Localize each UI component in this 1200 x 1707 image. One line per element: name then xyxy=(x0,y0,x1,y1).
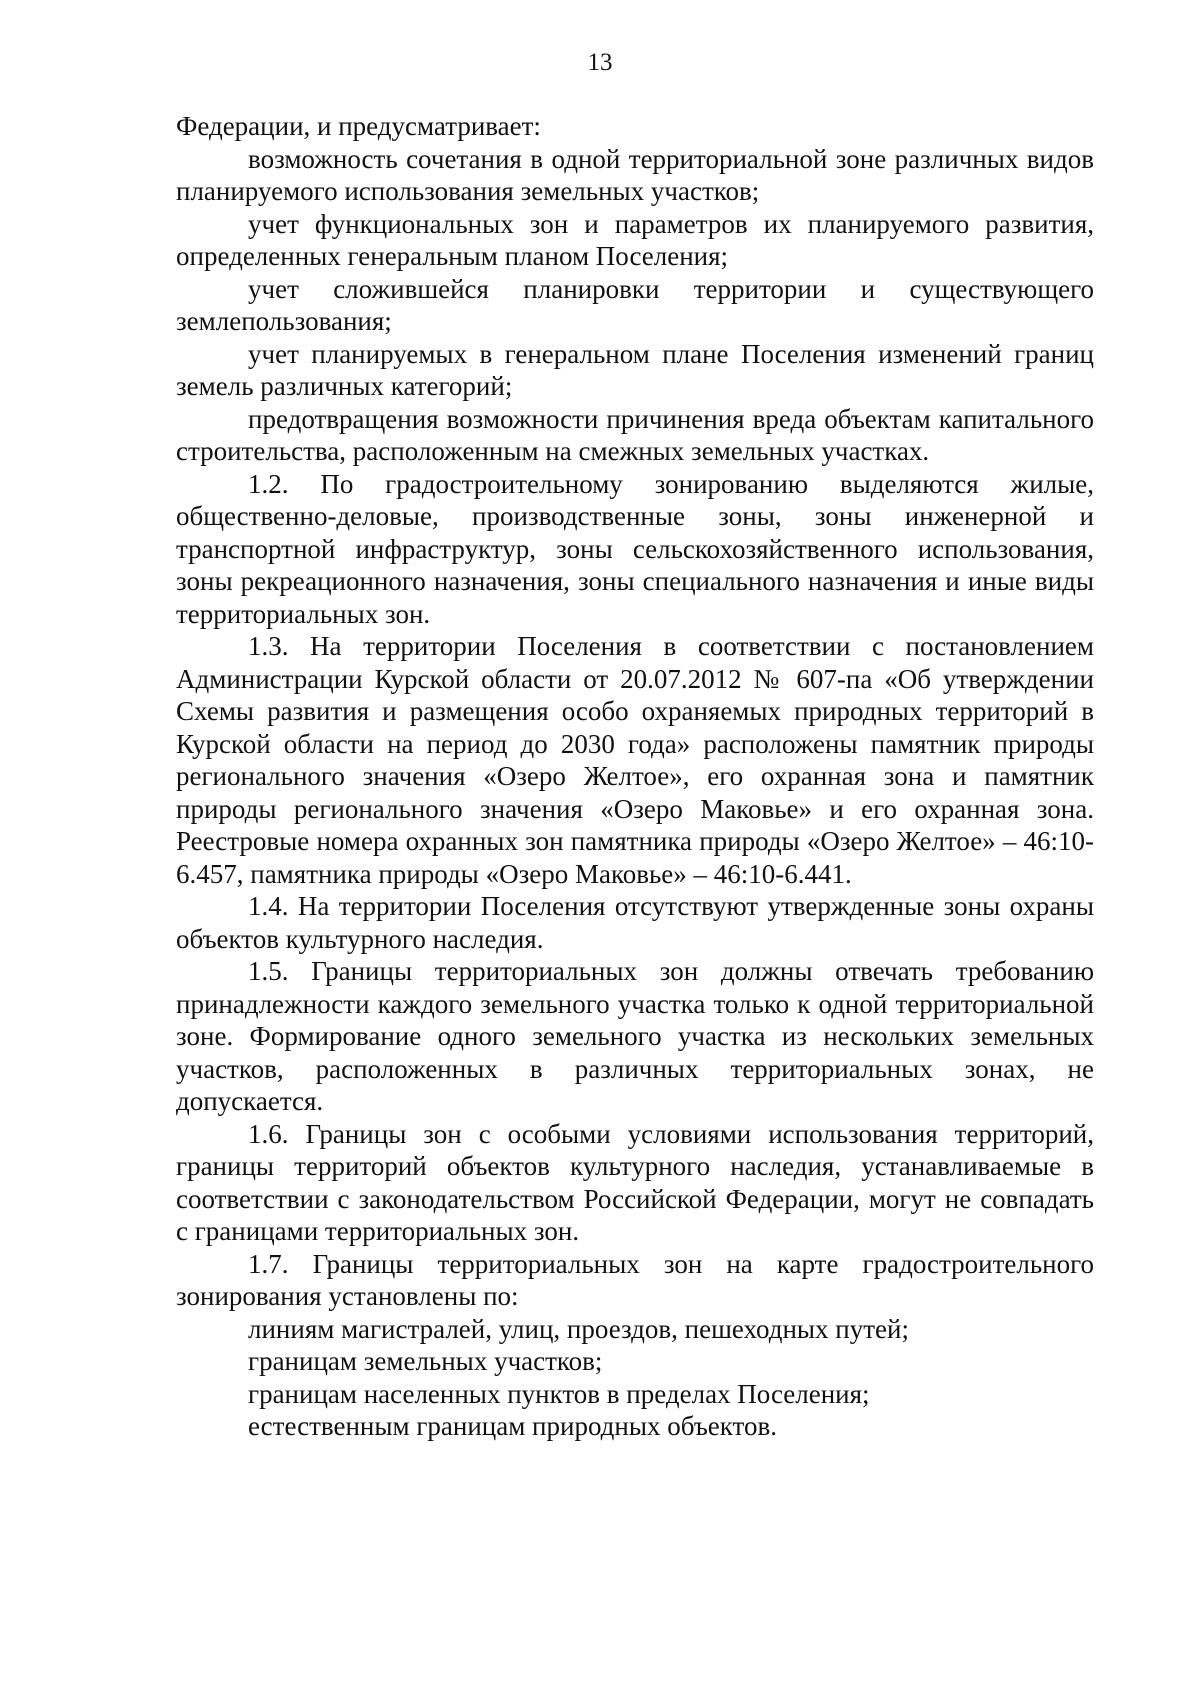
paragraph: 1.7. Границы территориальных зон на карте градостроительного зонирования установлены по: xyxy=(176,1248,1094,1311)
paragraph: Федерации, и предусматривает: xyxy=(176,111,541,141)
list-item: границам земельных участков; xyxy=(248,1346,603,1376)
paragraph: 1.4. На территории Поселения отсутствуют утвержденные зоны охраны объектов культурного наследия. xyxy=(176,891,1094,954)
paragraph: 1.3. На территории Поселения в соответствии с постановлением Администрации Курской области от 20.07.2012 № 607-па «Об утверждении Схемы развития и размещения особо охраняемых природных территорий в Курской области на период до 2030 года» расположены памятник природы регионального значения «Озеро Желтое», его охранная зона и памятник природы регионального значения «Озеро Маковье» и его охранная зона. Реестровые номера охранных зон памятника природы «Озеро Желтое» – 46:10-6.457, памятника природы «Озеро Маковье» – 46:10-6.441. xyxy=(176,631,1094,889)
paragraph: 1.2. По градостроительному зонированию выделяются жилые, общественно-деловые, производственные зоны, зоны инженерной и транспортной инфраструктур, зоны сельскохозяйственного использования, зоны рекреационного назначения, зоны специального назначения и иные виды территориальных зон. xyxy=(176,468,1094,629)
page-number: 13 xyxy=(587,49,613,76)
paragraph: 1.6. Границы зон с особыми условиями использования территорий, границы территорий объектов культурного наследия, устанавливаемые в соответствии с законодательством Российской Федерации, могут не совпадать с границами территориальных зон. xyxy=(176,1118,1094,1246)
paragraph: возможность сочетания в одной территориальной зоне различных видов планируемого использования земельных участков; xyxy=(176,143,1094,206)
paragraph: учет планируемых в генеральном плане Поселения изменений границ земель различных категорий; xyxy=(176,338,1094,401)
list-item: линиям магистралей, улиц, проездов, пешеходных путей; xyxy=(248,1313,909,1344)
list-item: границам населенных пунктов в пределах Поселения; xyxy=(248,1378,870,1409)
paragraph: 1.5. Границы территориальных зон должны отвечать требованию принадлежности каждого земельного участка только к одной территориальной зоне. Формирование одного земельного участка из нескольких земельных участков, расположенных в различных территориальных зонах, не допускается. xyxy=(176,956,1094,1116)
list-item: естественным границам природных объектов. xyxy=(248,1411,777,1441)
paragraph: учет сложившейся планировки территории и существующего землепользования; xyxy=(176,273,1094,336)
document-body xyxy=(176,110,1094,1443)
paragraph: учет функциональных зон и параметров их планируемого развития, определенных генеральным планом Поселения; xyxy=(176,208,1094,271)
paragraph: предотвращения возможности причинения вреда объектам капитального строительства, расположенным на смежных земельных участках. xyxy=(176,403,1094,466)
